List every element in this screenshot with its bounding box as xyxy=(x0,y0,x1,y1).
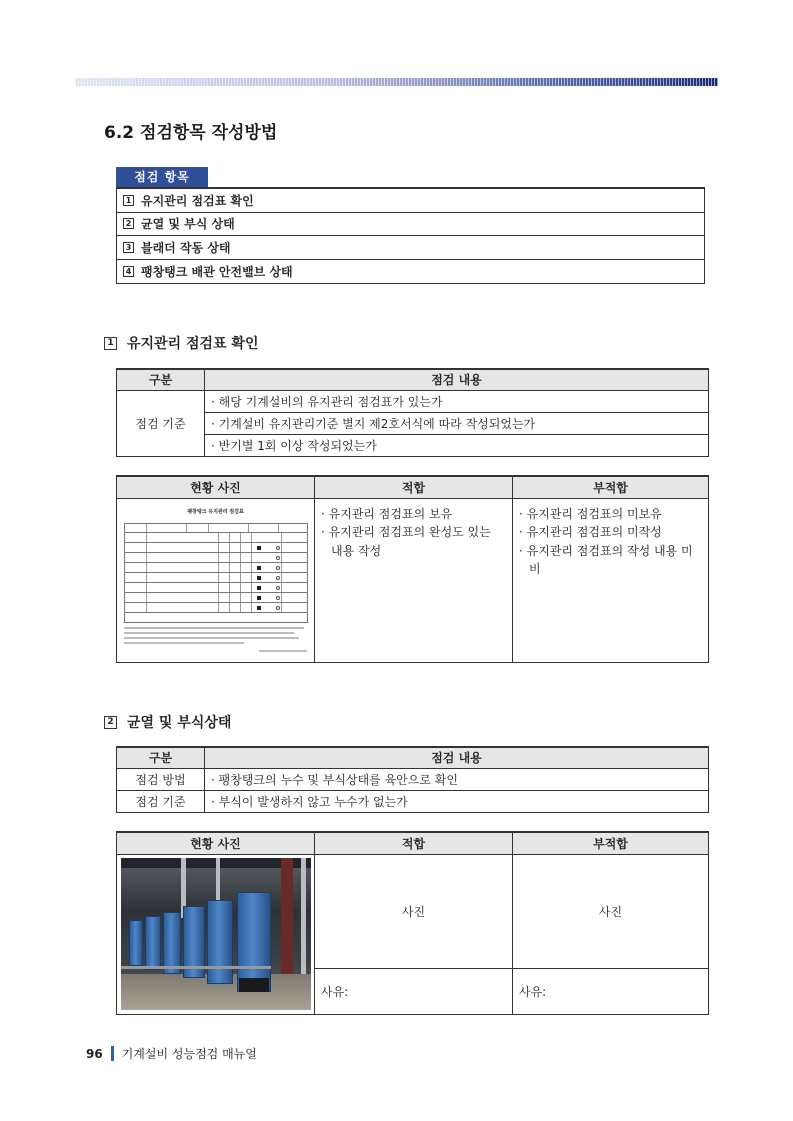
ok-criterion: · 유지관리 점검표의 완성도 있는 내용 작성 xyxy=(321,525,491,558)
section1-title-text: 유지관리 점검표 확인 xyxy=(127,336,259,352)
checklist-document-thumbnail xyxy=(119,501,313,661)
footer-divider xyxy=(111,1046,114,1061)
item-number: 4 xyxy=(123,266,134,277)
page-footer xyxy=(86,1045,257,1062)
section2-title-text: 균열 및 부식상태 xyxy=(127,715,232,731)
item-number: 3 xyxy=(123,242,134,253)
criteria-label: 점검 방법 xyxy=(117,768,205,790)
section2-number: 2 xyxy=(104,716,117,729)
section1-criteria-table xyxy=(116,368,709,457)
item-label: 유지관리 점검표 확인 xyxy=(141,193,254,208)
col-type-header: 구분 xyxy=(117,747,205,768)
page-number: 96 xyxy=(86,1046,103,1061)
col-photo-header: 현황 사진 xyxy=(117,832,315,854)
criteria-label: 점검 기준 xyxy=(117,790,205,812)
section1-title xyxy=(104,333,258,353)
ng-criterion: · 유지관리 점검표의 미보유 xyxy=(519,506,662,521)
ok-cell xyxy=(315,498,513,662)
photo-cell xyxy=(117,854,315,1014)
ng-cell xyxy=(513,498,709,662)
ng-criterion: · 유지관리 점검표의 작성 내용 미비 xyxy=(519,543,693,576)
photo-cell xyxy=(117,498,315,662)
item-label: 균열 및 부식 상태 xyxy=(141,217,235,232)
ng-photo-cell: 사진 xyxy=(513,854,709,968)
criteria-item: · 팽창탱크의 누수 및 부식상태를 육안으로 확인 xyxy=(205,768,709,790)
ng-criterion: · 유지관리 점검표의 미작성 xyxy=(519,525,662,539)
ok-criterion: · 유지관리 점검표의 보유 xyxy=(321,506,453,521)
col-ng-header: 부적합 xyxy=(513,832,709,854)
section1-number: 1 xyxy=(104,337,117,350)
section-title: 6.2 점검항목 작성방법 xyxy=(104,123,278,143)
item-number: 2 xyxy=(123,218,134,229)
col-content-header: 점검 내용 xyxy=(205,369,709,390)
header-decoration-bar xyxy=(75,78,718,86)
criteria-item: · 반기별 1회 이상 작성되었는가 xyxy=(205,434,709,456)
section2-title xyxy=(104,712,231,732)
ng-reason-cell: 사유: xyxy=(513,968,709,1014)
item-number: 1 xyxy=(123,195,134,206)
col-ok-header: 적합 xyxy=(315,476,513,498)
section2-photo-table xyxy=(116,831,709,1015)
criteria-item: · 기계설비 유지관리기준 별지 제2호서식에 따라 작성되었는가 xyxy=(205,412,709,434)
item-row xyxy=(117,236,704,260)
ok-photo-cell: 사진 xyxy=(315,854,513,968)
col-content-header: 점검 내용 xyxy=(205,747,709,768)
col-type-header: 구분 xyxy=(117,369,205,390)
item-row xyxy=(117,189,704,213)
section2-criteria-table xyxy=(116,746,709,813)
items-header: 점검 항목 xyxy=(116,167,208,187)
footer-title: 기계설비 성능점검 매뉴얼 xyxy=(121,1047,257,1061)
items-table xyxy=(116,187,705,284)
criteria-item: · 부식이 발생하지 않고 누수가 없는가 xyxy=(205,790,709,812)
thumbnail-title: 팽창탱크 유지관리 점검표 xyxy=(187,508,244,515)
col-ng-header: 부적합 xyxy=(513,476,709,498)
item-label: 팽창탱크 배관 안전밸브 상태 xyxy=(141,264,293,279)
item-label: 블래더 작동 상태 xyxy=(141,240,231,255)
expansion-tank-photo xyxy=(121,858,311,1010)
criteria-label: 점검 기준 xyxy=(117,390,205,456)
item-row xyxy=(117,260,704,284)
section1-photo-table xyxy=(116,475,709,663)
criteria-item: · 해당 기계설비의 유지관리 점검표가 있는가 xyxy=(205,390,709,412)
col-photo-header: 현황 사진 xyxy=(117,476,315,498)
ok-reason-cell: 사유: xyxy=(315,968,513,1014)
item-row xyxy=(117,213,704,237)
col-ok-header: 적합 xyxy=(315,832,513,854)
